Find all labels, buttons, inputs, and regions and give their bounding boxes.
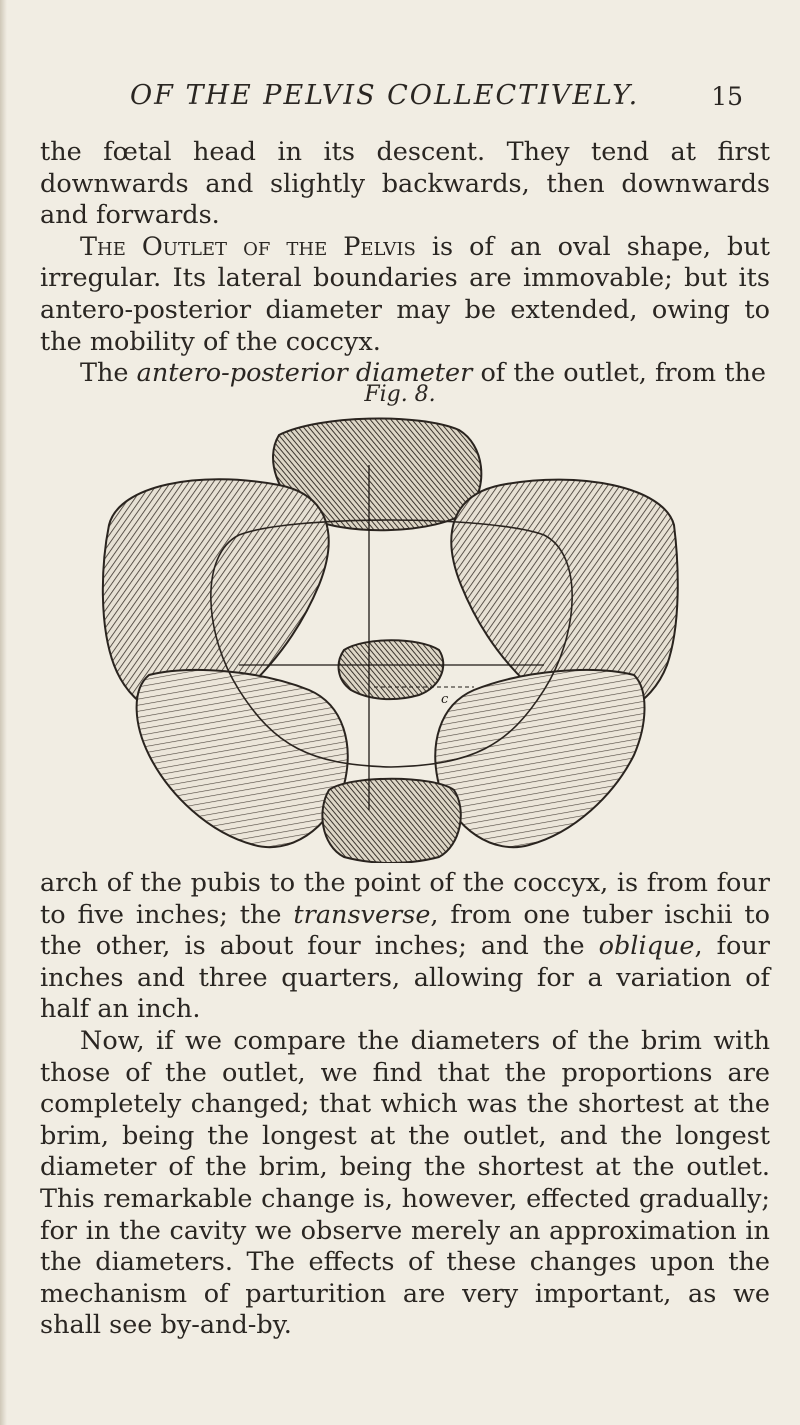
paragraph-5: Now, if we compare the diameters of the brim with those of the outlet, we find that the proportions are completely changed; that which was the shortest at the brim, being the longest at the outlet, and the longest diameter of the brim, being the shortest at the outlet. This remarkable change is, however, effected gradually; for in the cavity we observe merely an approximation in the diameters. The effects of these changes upon the mechanism of parturition are very important, as we shall see by-and-by.: [40, 1025, 770, 1341]
running-title: OF THE PELVIS COLLECTIVELY.: [130, 80, 640, 111]
term-antero-posterior: antero-posterior diameter: [136, 358, 473, 389]
page-number: 15: [711, 82, 743, 111]
running-head: [0, 80, 800, 114]
figure-caption: Fig. 8.: [364, 382, 436, 407]
paragraph-4-a: arch of the pubis to the point of the coccyx, is from four to five inches; the: [40, 868, 770, 930]
paragraph-3-rest: of the outlet, from the: [472, 358, 766, 389]
paragraph-2: [40, 232, 770, 358]
paragraph-3-start: The: [80, 358, 137, 389]
figure-label-c: c: [441, 692, 449, 707]
text-block-bottom: [40, 868, 770, 1342]
outlet-heading: The Outlet of the Pelvis: [80, 231, 416, 262]
term-transverse: transverse: [293, 899, 431, 930]
paragraph-1: the fœtal head in its descent. They tend at first downwards and slightly backwards, then downwards and forwards.: [40, 137, 770, 231]
paragraph-4: [40, 868, 770, 1026]
page-edge-shadow: [0, 0, 7, 1425]
term-oblique: oblique: [598, 931, 695, 962]
paragraph-4-c: , four inches and three quarters, allowing for a variation of half an inch.: [40, 931, 770, 1025]
text-block-top: [40, 137, 770, 390]
paragraph-4-b: , from one tuber ischii to the other, is about four inches; and the: [40, 899, 771, 962]
pelvis-outlet-engraving: [89, 415, 693, 863]
pelvis-outlet-illustration: [89, 415, 693, 863]
paragraph-2-text: is of an oval shape, but irregular. Its lateral boundaries are immovable; but its antero-posterior diameter may be extended, owing to the mobility of the coccyx.: [40, 231, 771, 357]
